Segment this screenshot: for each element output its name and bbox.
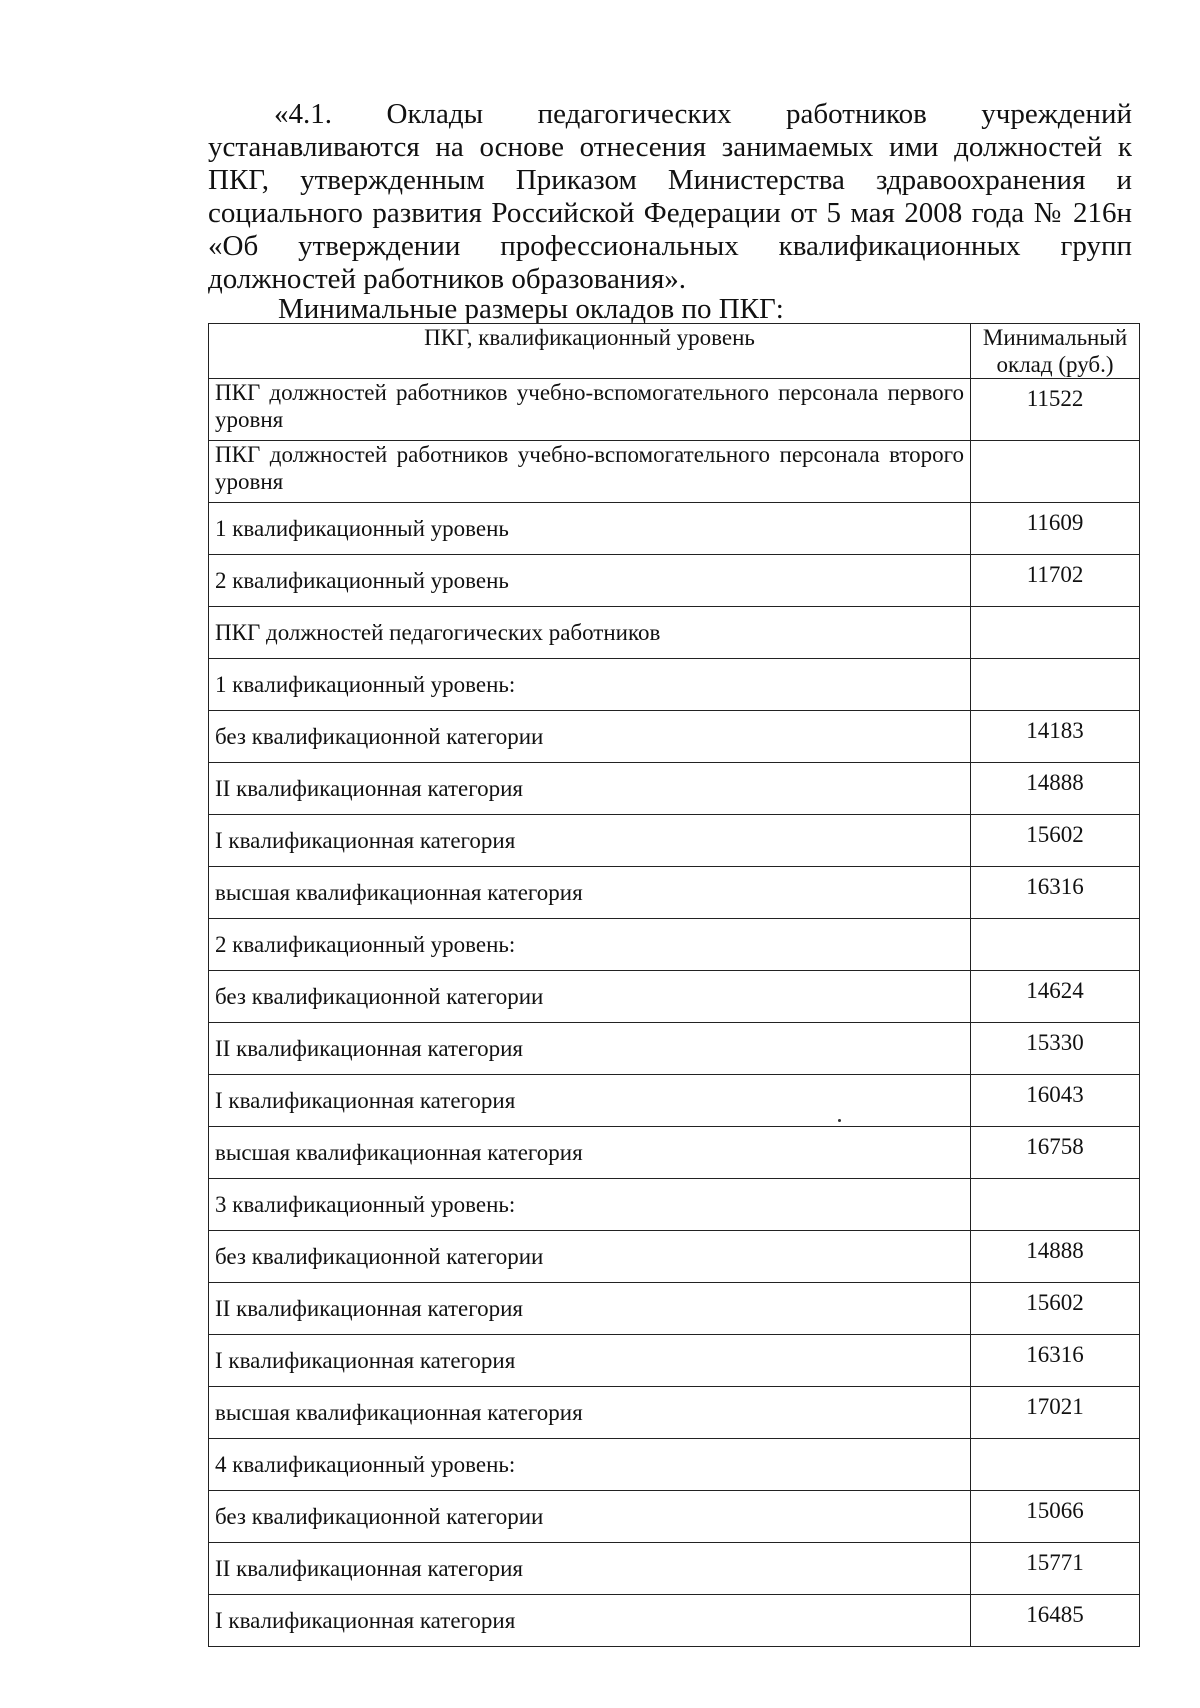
row-name-cell: без квалификационной категории [209, 1231, 971, 1283]
row-value-cell: 11522 [971, 379, 1140, 441]
row-name-cell: II квалификационная категория [209, 1283, 971, 1335]
row-value-cell: 16758 [971, 1127, 1140, 1179]
table-header-row [209, 324, 1140, 379]
table-row [209, 1127, 1140, 1179]
table-caption: Минимальные размеры окладов по ПКГ: [278, 293, 784, 325]
table-row [209, 1231, 1140, 1283]
row-name-cell: 1 квалификационный уровень: [209, 659, 971, 711]
row-value-cell [971, 1439, 1140, 1491]
row-value-cell: 16485 [971, 1595, 1140, 1647]
row-value-cell: 11702 [971, 555, 1140, 607]
row-name-cell: высшая квалификационная категория [209, 1387, 971, 1439]
row-name-cell: без квалификационной категории [209, 711, 971, 763]
table-row [209, 659, 1140, 711]
row-value-cell: 15066 [971, 1491, 1140, 1543]
row-name-cell: без квалификационной категории [209, 1491, 971, 1543]
row-value-cell: 14624 [971, 971, 1140, 1023]
header-name-cell: ПКГ, квалификационный уровень [209, 324, 971, 379]
row-name-cell: ПКГ должностей педагогических работников [209, 607, 971, 659]
table-row [209, 503, 1140, 555]
row-name-cell: 4 квалификационный уровень: [209, 1439, 971, 1491]
row-name-cell: 2 квалификационный уровень: [209, 919, 971, 971]
header-value-line2: оклад (руб.) [996, 352, 1114, 377]
table-row [209, 1335, 1140, 1387]
table-row [209, 607, 1140, 659]
table-row [209, 1387, 1140, 1439]
row-value-cell: 15330 [971, 1023, 1140, 1075]
table-row [209, 1283, 1140, 1335]
table-row [209, 379, 1140, 441]
row-value-cell [971, 919, 1140, 971]
table-row [209, 1179, 1140, 1231]
row-value-cell: 16043 [971, 1075, 1140, 1127]
intro-section [208, 98, 1132, 296]
row-name-cell: высшая квалификационная категория [209, 867, 971, 919]
row-name-cell: II квалификационная категория [209, 763, 971, 815]
table-row [209, 815, 1140, 867]
table-row [209, 441, 1140, 503]
row-value-cell [971, 1179, 1140, 1231]
row-value-cell [971, 659, 1140, 711]
row-value-cell [971, 441, 1140, 503]
row-value-cell: 15771 [971, 1543, 1140, 1595]
salary-table [208, 323, 1140, 1647]
row-value-cell: 15602 [971, 815, 1140, 867]
row-name-cell: 2 квалификационный уровень [209, 555, 971, 607]
table-row [209, 867, 1140, 919]
header-value-cell [971, 324, 1140, 379]
row-value-cell: 14183 [971, 711, 1140, 763]
row-value-cell: 16316 [971, 1335, 1140, 1387]
row-value-cell: 15602 [971, 1283, 1140, 1335]
table-row [209, 1543, 1140, 1595]
row-name-cell: 1 квалификационный уровень [209, 503, 971, 555]
row-name-cell: без квалификационной категории [209, 971, 971, 1023]
row-name-cell: I квалификационная категория [209, 815, 971, 867]
row-name-cell: I квалификационная категория [209, 1075, 971, 1127]
row-value-cell: 17021 [971, 1387, 1140, 1439]
table-row [209, 1595, 1140, 1647]
table-row [209, 1491, 1140, 1543]
scan-speck [838, 1119, 841, 1122]
header-value-line1: Минимальный [982, 325, 1128, 350]
table-row [209, 1023, 1140, 1075]
table-row [209, 711, 1140, 763]
row-name-cell: II квалификационная категория [209, 1023, 971, 1075]
table-row [209, 763, 1140, 815]
row-value-cell: 11609 [971, 503, 1140, 555]
row-value-cell [971, 607, 1140, 659]
table-row [209, 555, 1140, 607]
row-value-cell: 14888 [971, 1231, 1140, 1283]
intro-paragraph: «4.1. Оклады педагогических работников учреждений устанавливаются на основе отнесения занимаемых ими должностей к ПКГ, утвержденным Приказом Министерства здравоохранения и социального развития Российской Федерации от 5 мая 2008 года № 216н «Об утверждении профессиональных квалификационных групп должностей работников образования». [208, 98, 1132, 295]
row-name-cell: I квалификационная категория [209, 1335, 971, 1387]
table-row [209, 971, 1140, 1023]
row-name-cell: высшая квалификационная категория [209, 1127, 971, 1179]
table-row [209, 1439, 1140, 1491]
row-name-cell: I квалификационная категория [209, 1595, 971, 1647]
row-name-cell: ПКГ должностей работников учебно-вспомогательного персонала первого уровня [209, 379, 971, 441]
table-row [209, 919, 1140, 971]
row-value-cell: 16316 [971, 867, 1140, 919]
table-row [209, 1075, 1140, 1127]
row-name-cell: ПКГ должностей работников учебно-вспомогательного персонала второго уровня [209, 441, 971, 503]
row-name-cell: II квалификационная категория [209, 1543, 971, 1595]
row-name-cell: 3 квалификационный уровень: [209, 1179, 971, 1231]
row-value-cell: 14888 [971, 763, 1140, 815]
